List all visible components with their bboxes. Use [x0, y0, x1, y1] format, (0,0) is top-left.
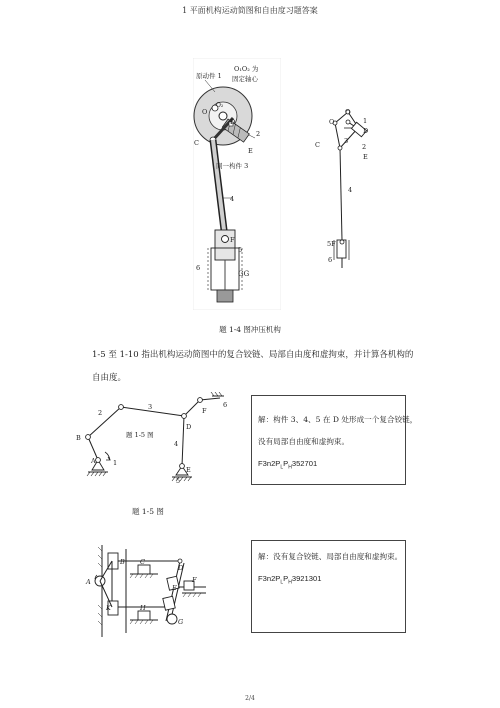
fig15-label-a: A — [91, 457, 96, 465]
schematic-label-4: 4 — [348, 186, 353, 194]
answer-1-6-formula: $F3n2P_LP_H3921301$ — [258, 574, 322, 586]
figure-1-6-drawing — [88, 541, 210, 641]
fig14-label-g: GG — [238, 270, 250, 278]
fig14-same-member-label: 同一构件 3 — [216, 162, 249, 170]
schematic-label-1: 1 — [363, 117, 368, 125]
fig14-driver-label: 原动件 1 — [196, 72, 222, 80]
fig15-label-2: 2 — [98, 409, 103, 417]
schematic-label-o1: O — [329, 118, 335, 126]
fig16-label-g: G — [178, 618, 184, 626]
page-header: 1 平面机构运动简图和自由度习题答案 — [182, 6, 318, 15]
fig15-label-d: D — [186, 423, 192, 431]
fig16-label-e: E — [172, 584, 177, 592]
figure-1-5-drawing — [72, 392, 240, 484]
fig15-label-3: 3 — [148, 403, 153, 411]
fig15-label-b: B — [76, 434, 81, 442]
fig14-label-o2: O₂ — [216, 102, 224, 109]
schematic-label-o2: O — [345, 108, 351, 116]
fig15-label-f: F — [202, 407, 207, 415]
answer-1-5-line-1: 解：构件 3、4、5 在 D 处形成一个复合铰链， — [258, 415, 418, 424]
fig14-label-4: 4 — [230, 195, 235, 203]
answer-1-6-line-1: 解：没有复合铰链、局部自由度和虚拘束。 — [258, 552, 403, 561]
page-number: 2/4 — [245, 695, 255, 702]
schematic-label-2: 2 — [362, 143, 367, 151]
fig16-label-b: B — [120, 558, 125, 566]
answer-box-1-5 — [251, 395, 418, 485]
fig14-caption: 题 1-4 图冲压机构 — [219, 325, 281, 334]
fig16-label-f: F — [192, 576, 197, 584]
fig14-fixed-axis-label-2: 固定轴心 — [232, 75, 258, 83]
fig14-label-c: C — [194, 139, 199, 147]
schematic-label-3: 3 — [344, 137, 349, 145]
fig15-label-1: 1 — [113, 459, 118, 467]
fig14-label-f: F — [230, 236, 235, 244]
answer-box-1-6 — [251, 540, 406, 633]
fig15-inner-caption: 题 1-5 图 — [126, 431, 154, 439]
fig16-label-d: D — [178, 564, 184, 572]
fig14-fixed-axis-label-1: O₁O₂ 为 — [234, 65, 259, 73]
fig14-label-2: 2 — [256, 130, 261, 138]
schematic-label-e: E — [363, 153, 368, 161]
schematic-label-5f: 5F — [327, 240, 336, 248]
fig14-label-d: D — [230, 118, 236, 126]
fig15-label-e: E — [186, 466, 191, 474]
intro-line-1: 1-5 至 1-10 指出机构运动简图中的复合铰链、局部自由度和虚拘束，并计算各机构的 — [92, 350, 414, 360]
fig16-label-a: A — [86, 578, 91, 586]
answer-1-5-line-2: 没有局部自由度和虚拘束。 — [258, 437, 350, 446]
fig15-label-5: 5 — [176, 477, 181, 485]
fig14-label-5: 5 — [238, 246, 243, 254]
schematic-label-c: C — [315, 141, 320, 149]
fig16-label-h: H — [140, 604, 146, 612]
fig15-label-4: 4 — [174, 440, 179, 448]
schematic-label-d: D — [363, 127, 369, 135]
fig16-label-k: K — [106, 604, 111, 612]
intro-line-2: 自由度。 — [92, 373, 127, 383]
fig14-label-o1: O — [202, 108, 208, 116]
figure-1-4-drawing — [193, 58, 281, 310]
fig16-label-c: C — [140, 558, 145, 566]
fig15-caption: 题 1-5 图 — [132, 507, 164, 516]
fig14-label-6: 6 — [196, 264, 201, 272]
schematic-label-6: 6 — [328, 256, 333, 264]
fig14-label-e: E — [248, 147, 253, 155]
fig15-label-6: 6 — [223, 401, 228, 409]
answer-1-5-formula: $F3n2P_LP_H352701$ — [258, 459, 318, 471]
